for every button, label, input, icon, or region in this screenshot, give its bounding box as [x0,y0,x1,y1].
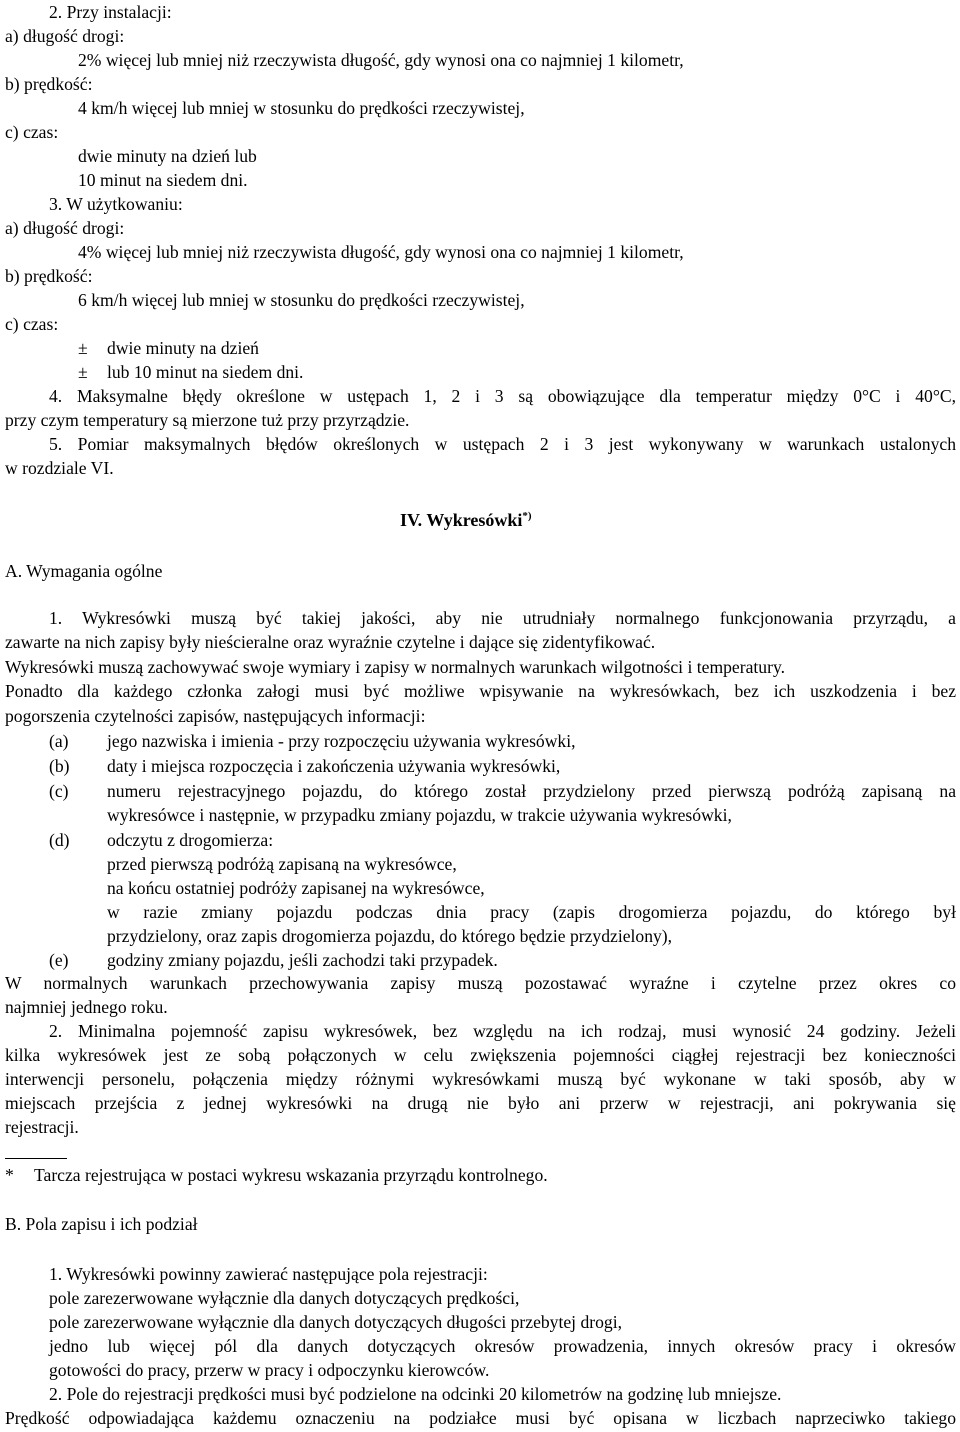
list-item-text: odczytu z drogomierza: [107,830,274,850]
footnote-mark: * [5,1165,14,1185]
list-item-text: przed pierwszą podróżą zapisaną na wykresówce, [107,854,457,874]
section-b-line-3: pole zarezerwowane wyłącznie dla danych dotyczących długości przebytej drogi, [49,1312,622,1332]
line-item-c-value-1: dwie minuty na dzień lub [78,146,257,166]
line-usage-heading: 3. W użytkowaniu: [49,194,183,214]
retention-line-1: W normalnych warunkach przechowywania zapisy muszą pozostawać wyraźne i czytelne przez okres co [5,973,956,993]
list-item-text: godziny zmiany pojazdu, jeśli zachodzi taki przypadek. [107,950,498,970]
capacity-line-4: miejscach przejścia z jednej wykresówki na drugą nie było ani przerw w rejestracji, ani pokrywania się [5,1093,956,1113]
line-item-a-value: 2% więcej lub mniej niż rzeczywista długość, gdy wynosi ona co najmniej 1 kilometr, [78,50,684,70]
paragraph-3-line-2: pogorszenia czytelności zapisów, następujących informacji: [5,706,426,726]
section-b-line-6: 2. Pole do rejestracji prędkości musi być podzielone na odcinki 20 kilometrów na godzinę lub mniejsze. [49,1384,782,1404]
line-usage-item-a: a) długość drogi: [5,218,125,238]
subsection-a-title: A. Wymagania ogólne [5,561,163,581]
line-usage-item-a-value: 4% więcej lub mniej niż rzeczywista długość, gdy wynosi ona co najmniej 1 kilometr, [78,242,684,262]
line-usage-item-c-value-2: lub 10 minut na siedem dni. [107,362,304,382]
list-item-label: (a) [49,731,69,751]
line-max-errors: 4. Maksymalne błędy określone w ustępach 1, 2 i 3 są obowiązujące dla temperatur między 0°C i 40°C, [49,386,956,406]
section-b-line-1: 1. Wykresówki powinny zawierać następujące pola rejestracji: [49,1264,488,1284]
footnote-rule [5,1158,67,1159]
retention-line-2: najmniej jednego roku. [5,997,168,1017]
capacity-line-1: 2. Minimalna pojemność zapisu wykresówek, bez względu na ich rodzaj, musi wynosić 24 godziny. Jeżeli [49,1021,956,1041]
bullet-plus-minus: ± [78,338,88,358]
list-item-label: (c) [49,781,69,801]
footnote-text: Tarcza rejestrująca w postaci wykresu wskazania przyrządu kontrolnego. [34,1165,548,1185]
list-item-text: na końcu ostatniej podróży zapisanej na wykresówce, [107,878,485,898]
section-b-line-7: Prędkość odpowiadająca każdemu oznaczeniu na podziałce musi być opisana w liczbach naprzeciwko takiego [5,1408,956,1428]
line-item-b-value: 4 km/h więcej lub mniej w stosunku do prędkości rzeczywistej, [78,98,525,118]
section-b-line-4: jedno lub więcej pól dla danych dotyczących okresów prowadzenia, innych okresów pracy i okresów [49,1336,956,1356]
capacity-line-2: kilka wykresówek jest ze sobą połączonych w celu zwiększenia pojemności ciągłej rejestracji bez konieczności [5,1045,956,1065]
list-item-label: (e) [49,950,69,970]
line-measurement-cont: w rozdziale VI. [5,458,114,478]
line-usage-item-c: c) czas: [5,314,59,334]
section-title-text: IV. Wykresówki [400,510,523,530]
list-item-text: numeru rejestracyjnego pojazdu, do którego został przydzielony przed pierwszą podróżą zapisaną na [107,781,956,801]
section-title-footnote-mark: *) [522,510,532,522]
section-title [400,508,532,532]
line-usage-item-b: b) prędkość: [5,266,93,286]
paragraph-1-line-1: 1. Wykresówki muszą być takiej jakości, aby nie utrudniały normalnego funkcjonowania przyrządu, a [49,608,956,628]
capacity-line-5: rejestracji. [5,1117,79,1137]
list-item-text: w razie zmiany pojazdu podczas dnia pracy (zapis drogomierza pojazdu, do którego był [107,902,956,922]
line-installation-heading: 2. Przy instalacji: [49,2,172,22]
subsection-b-title: B. Pola zapisu i ich podział [5,1214,198,1234]
capacity-line-3: interwencji personelu, połączenia między różnymi wykresówkami muszą być wykonane w taki sposób, aby w [5,1069,956,1089]
list-item-text: jego nazwiska i imienia - przy rozpoczęciu używania wykresówki, [107,731,576,751]
bullet-plus-minus: ± [78,362,88,382]
list-item-label: (d) [49,830,70,850]
line-item-b: b) prędkość: [5,74,93,94]
list-item-text: wykresówce i następnie, w przypadku zmiany pojazdu, w trakcie używania wykresówki, [107,805,732,825]
list-item-text: przydzielony, oraz zapis drogomierza pojazdu, do którego będzie przydzielony), [107,926,673,946]
line-item-c-value-2: 10 minut na siedem dni. [78,170,248,190]
line-measurement: 5. Pomiar maksymalnych błędów określonych w ustępach 2 i 3 jest wykonywany w warunkach ustalonych [49,434,956,454]
section-b-line-5: gotowości do pracy, przerw w pracy i odpoczynku kierowców. [49,1360,490,1380]
line-max-errors-cont: przy czym temperatury są mierzone tuż przy przyrządzie. [5,410,410,430]
line-usage-item-b-value: 6 km/h więcej lub mniej w stosunku do prędkości rzeczywistej, [78,290,525,310]
section-b-line-2: pole zarezerwowane wyłącznie dla danych dotyczących prędkości, [49,1288,520,1308]
line-item-c: c) czas: [5,122,59,142]
line-usage-item-c-value-1: dwie minuty na dzień [107,338,259,358]
list-item-label: (b) [49,756,70,776]
paragraph-2: Wykresówki muszą zachowywać swoje wymiary i zapisy w normalnych warunkach wilgotności i temperatury. [5,657,786,677]
paragraph-1-line-2: zawarte na nich zapisy były nieścieralne oraz wyraźnie czytelne i dające się zidentyfikować. [5,632,656,652]
list-item-text: daty i miejsca rozpoczęcia i zakończenia używania wykresówki, [107,756,561,776]
paragraph-3-line-1: Ponadto dla każdego członka załogi musi być możliwe wpisywanie na wykresówkach, bez ich uszkodzenia i bez [5,681,956,701]
line-item-a: a) długość drogi: [5,26,125,46]
